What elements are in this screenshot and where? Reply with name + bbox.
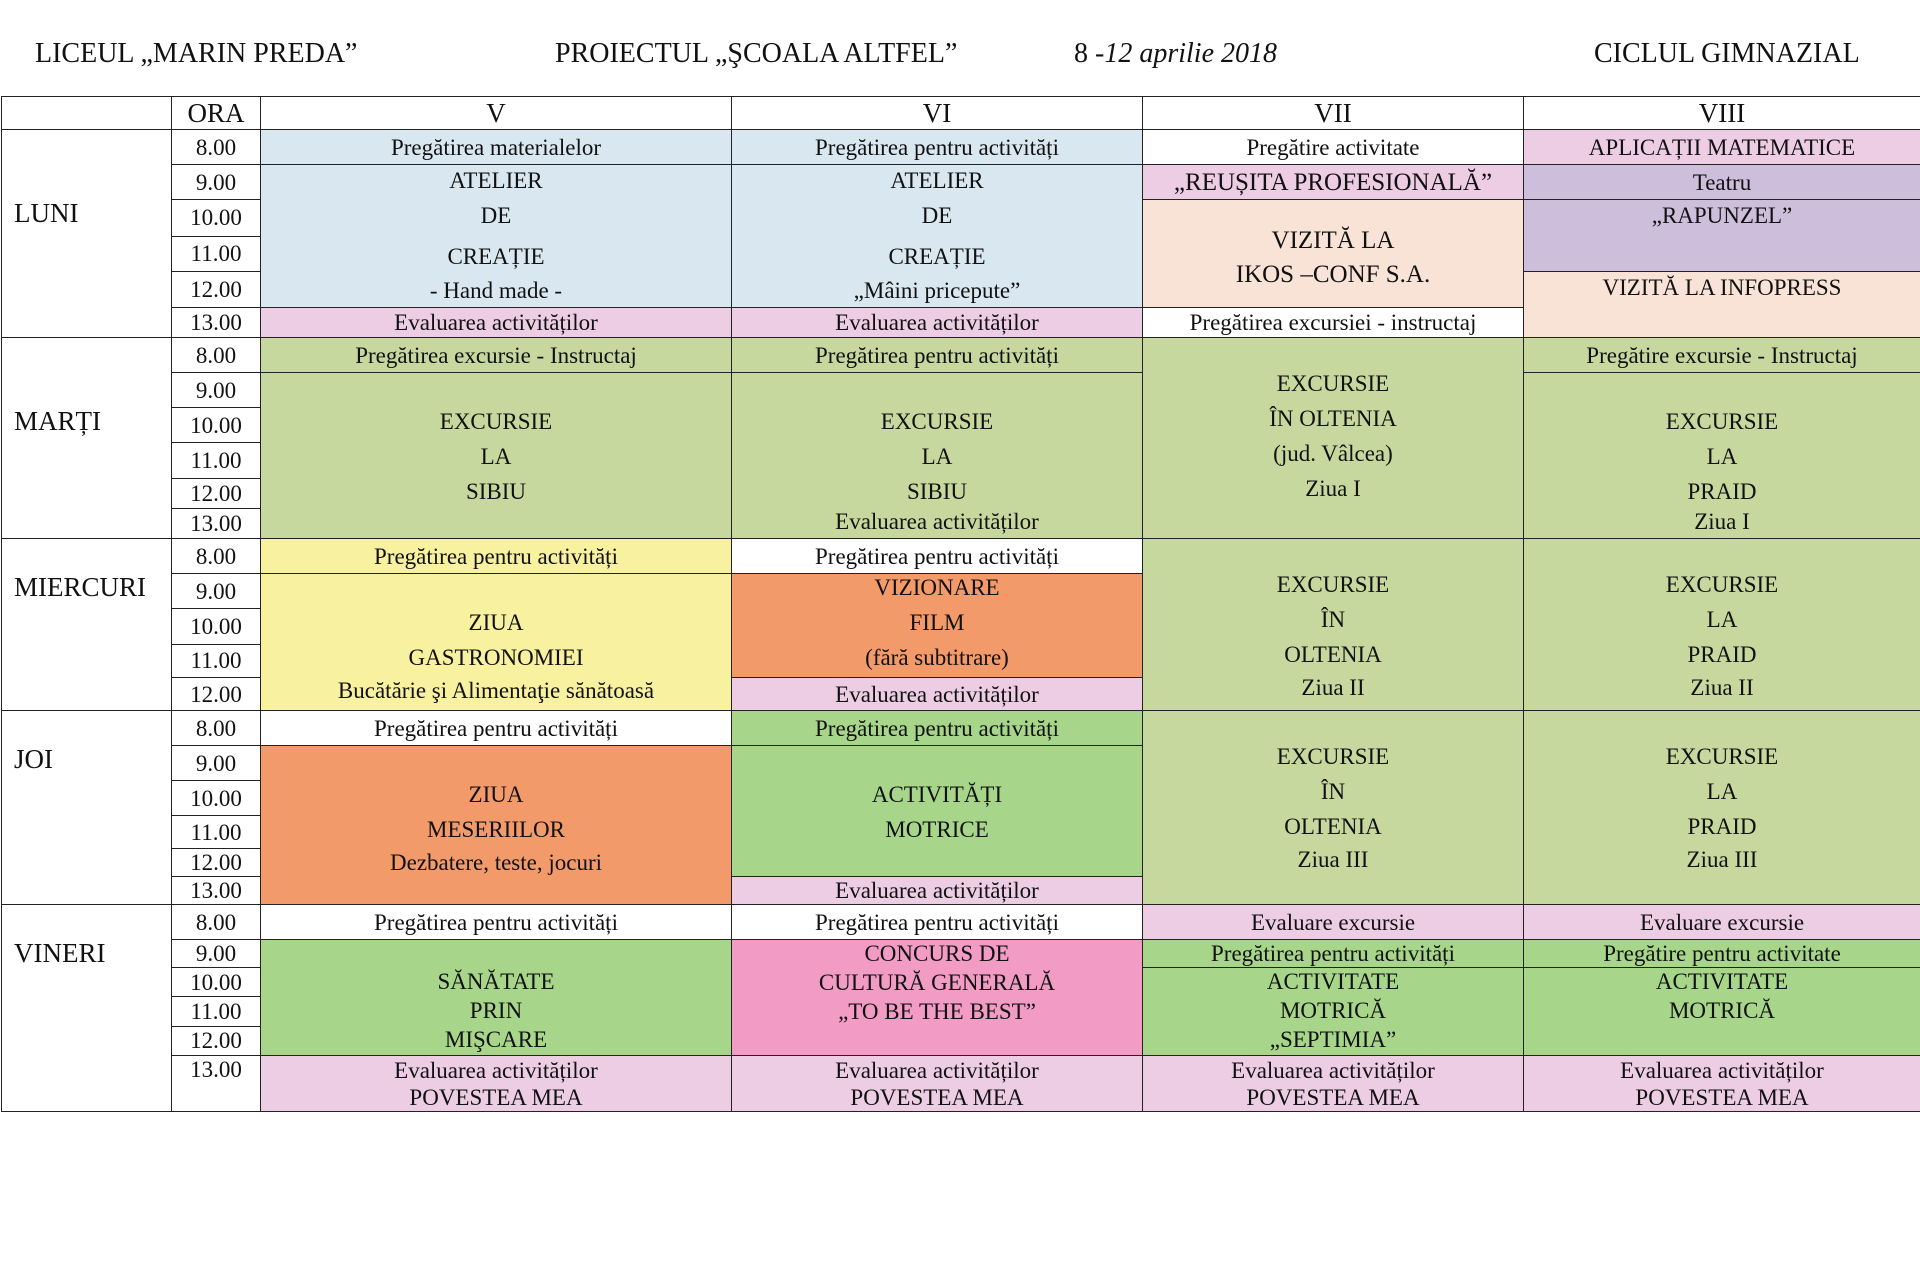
activity-cell <box>1143 711 1524 905</box>
activity-cell: „REUȘITA PROFESIONALĂ” <box>1143 165 1524 200</box>
dates-italic: 12 aprilie 2018 <box>1104 38 1277 69</box>
hour-cell: 12.00 <box>172 1026 261 1055</box>
activity-line: EXCURSIE <box>1276 371 1390 396</box>
activity-line: EXCURSIE <box>1276 572 1390 597</box>
activity-line: EXCURSIE <box>439 409 553 434</box>
activity-line: PRAID <box>1687 814 1757 839</box>
activity-cell <box>732 940 1143 1056</box>
col-header-v: V <box>261 97 732 130</box>
activity-line: CREAȚIE <box>888 244 986 269</box>
dates-prefix: 8 - <box>1074 38 1105 69</box>
activity-cell <box>1143 1056 1524 1112</box>
activity-line: ACTIVITATE <box>1655 969 1789 994</box>
activity-cell <box>1143 968 1524 1056</box>
hour-cell: 10.00 <box>172 408 261 443</box>
activity-cell <box>1143 539 1524 711</box>
activity-cell <box>1143 200 1524 308</box>
activity-line: DE <box>921 203 953 228</box>
day-vineri: VINERI <box>2 905 172 1112</box>
day-marti: MARȚI <box>2 338 172 539</box>
table-header-row <box>2 97 1920 130</box>
activity-line: LA <box>1706 779 1738 804</box>
activity-cell <box>261 373 732 539</box>
activity-cell <box>732 373 1143 539</box>
activity-line: POVESTEA MEA <box>409 1084 583 1110</box>
hour-cell: 13.00 <box>172 508 261 538</box>
activity-cell <box>1524 711 1920 905</box>
hour-cell: 11.00 <box>172 443 261 478</box>
activity-line: FILM <box>909 610 965 635</box>
activity-line: LA <box>1706 607 1738 632</box>
activity-line: POVESTEA MEA <box>850 1084 1024 1110</box>
activity-cell <box>261 940 732 1056</box>
activity-cell <box>261 574 732 711</box>
activity-cell <box>732 574 1143 678</box>
activity-line: ACTIVITĂȚI <box>871 782 1003 807</box>
activity-line: OLTENIA <box>1284 814 1382 839</box>
activity-cell: Pregătirea excursie - Instructaj <box>261 338 732 373</box>
activity-line: Evaluarea activităților <box>1231 1057 1435 1083</box>
activity-line: EXCURSIE <box>1665 572 1779 597</box>
table-row <box>2 373 1920 408</box>
activity-line: Evaluarea activităților <box>394 1057 598 1083</box>
activity-line: Ziua I <box>1305 476 1361 501</box>
activity-line: ÎN <box>1320 779 1346 804</box>
hour-cell: 8.00 <box>172 539 261 574</box>
activity-line: - Hand made - <box>429 278 563 303</box>
activity-line: (fără subtitrare) <box>865 645 1009 670</box>
hour-cell: 12.00 <box>172 271 261 308</box>
corner-cell <box>2 97 172 130</box>
activity-cell <box>261 165 732 308</box>
activity-cell <box>1524 1056 1920 1112</box>
activity-line: CULTURĂ GENERALĂ <box>818 970 1056 995</box>
activity-cell: APLICAȚII MATEMATICE <box>1524 130 1920 165</box>
table-row <box>2 338 1920 373</box>
activity-line: EXCURSIE <box>1665 409 1779 434</box>
activity-line: IKOS –CONF S.A. <box>1235 260 1431 288</box>
activity-line: ACTIVITATE <box>1266 969 1400 994</box>
activity-line: ATELIER <box>449 168 543 193</box>
school-name: LICEUL „MARIN PREDA” <box>35 38 358 69</box>
activity-cell <box>261 1056 732 1112</box>
hour-cell: 10.00 <box>172 609 261 644</box>
activity-cell: Pregătirea pentru activități <box>261 711 732 746</box>
activity-line: VIZITĂ LA <box>1271 226 1395 254</box>
activity-line: SĂNĂTATE <box>437 969 555 994</box>
hour-cell: 10.00 <box>172 968 261 997</box>
activity-cell: Pregătirea pentru activități <box>261 905 732 940</box>
activity-line: CREAȚIE <box>447 244 545 269</box>
hour-cell: 10.00 <box>172 781 261 816</box>
activity-line: LA <box>921 444 953 469</box>
hour-cell: 9.00 <box>172 940 261 968</box>
activity-line: EXCURSIE <box>880 409 994 434</box>
activity-line: OLTENIA <box>1284 642 1382 667</box>
activity-line: (jud. Vâlcea) <box>1273 441 1393 466</box>
activity-cell <box>732 165 1143 308</box>
cycle-label: CICLUL GIMNAZIAL <box>1594 38 1860 69</box>
schedule-grid <box>1 96 1920 1112</box>
hour-cell: 11.00 <box>172 997 261 1026</box>
table-row <box>2 130 1920 165</box>
activity-line: Evaluarea activităților <box>1620 1057 1824 1083</box>
activity-cell: Pregătirea materialelor <box>261 130 732 165</box>
activity-line: LA <box>1706 444 1738 469</box>
hour-cell: 13.00 <box>172 308 261 338</box>
activity-line: GASTRONOMIEI <box>408 645 584 670</box>
activity-line: ZIUA <box>468 610 524 635</box>
hour-cell: 9.00 <box>172 574 261 609</box>
hour-cell: 11.00 <box>172 236 261 271</box>
hour-cell: 13.00 <box>172 1056 261 1112</box>
activity-cell: Evaluarea activităților <box>732 308 1143 338</box>
day-joi: JOI <box>2 711 172 905</box>
activity-cell: Pregătirea pentru activități <box>732 130 1143 165</box>
activity-cell: Pregătire pentru activitate <box>1524 940 1920 968</box>
activity-cell: Evaluarea activităților <box>732 678 1143 711</box>
table-row <box>2 940 1920 968</box>
col-header-vii: VII <box>1143 97 1524 130</box>
activity-line: DE <box>480 203 512 228</box>
activity-line: POVESTEA MEA <box>1246 1084 1420 1110</box>
activity-line: MIŞCARE <box>444 1027 548 1052</box>
activity-line: ÎN OLTENIA <box>1269 406 1397 431</box>
activity-cell: Pregătirea pentru activități <box>732 711 1143 746</box>
table-row <box>2 1056 1920 1112</box>
activity-cell <box>1524 373 1920 539</box>
activity-line: SIBIU <box>906 479 968 504</box>
activity-line: Ziua III <box>1297 847 1369 872</box>
hour-cell: 13.00 <box>172 877 261 905</box>
table-row <box>2 905 1920 940</box>
hour-cell: 8.00 <box>172 130 261 165</box>
activity-cell: Pregătirea pentru activități <box>732 539 1143 574</box>
col-header-viii: VIII <box>1524 97 1920 130</box>
activity-line: ÎN <box>1320 607 1346 632</box>
hour-cell: 8.00 <box>172 338 261 373</box>
activity-line: MOTRICE <box>885 817 989 842</box>
table-row <box>2 165 1920 200</box>
hour-cell: 8.00 <box>172 711 261 746</box>
project-dates <box>1074 38 1277 70</box>
day-miercuri: MIERCURI <box>2 539 172 711</box>
hour-cell: 11.00 <box>172 644 261 677</box>
activity-line: PRAID <box>1687 642 1757 667</box>
day-luni: LUNI <box>2 130 172 338</box>
activity-line: Evaluarea activităților <box>835 1057 1039 1083</box>
activity-cell <box>1524 539 1920 711</box>
activity-cell: Pregătirea pentru activități <box>261 539 732 574</box>
activity-line: ATELIER <box>890 168 984 193</box>
hour-cell: 8.00 <box>172 905 261 940</box>
activity-line: PRIN <box>469 998 523 1023</box>
activity-cell: Evaluarea activităților <box>261 308 732 338</box>
activity-line: Ziua I <box>1694 509 1750 534</box>
hour-cell: 12.00 <box>172 849 261 877</box>
activity-line: „Mâini pricepute” <box>853 278 1021 303</box>
activity-line: MOTRICĂ <box>1668 998 1776 1023</box>
activity-cell <box>1524 968 1920 1056</box>
hour-cell: 9.00 <box>172 373 261 408</box>
activity-line: MOTRICĂ <box>1279 998 1387 1023</box>
hour-cell: 10.00 <box>172 200 261 237</box>
activity-line: LA <box>480 444 512 469</box>
activity-cell <box>1143 338 1524 539</box>
table-row <box>2 539 1920 574</box>
activity-cell: „RAPUNZEL” <box>1524 200 1920 272</box>
activity-cell <box>261 746 732 905</box>
activity-cell <box>732 1056 1143 1112</box>
activity-line: EXCURSIE <box>1276 744 1390 769</box>
col-header-ora: ORA <box>172 97 261 130</box>
activity-line: Ziua II <box>1301 675 1365 700</box>
activity-line: MESERIILOR <box>427 817 565 842</box>
activity-cell: Pregătire activitate <box>1143 130 1524 165</box>
project-title: PROIECTUL „ŞCOALA ALTFEL” <box>555 38 958 69</box>
activity-line: Ziua II <box>1690 675 1754 700</box>
activity-line: POVESTEA MEA <box>1635 1084 1809 1110</box>
activity-line: PRAID <box>1687 479 1757 504</box>
activity-cell: Evaluare excursie <box>1524 905 1920 940</box>
activity-line: CONCURS DE <box>864 941 1010 966</box>
activity-cell: Pregătire excursie - Instructaj <box>1524 338 1920 373</box>
activity-cell: Evaluarea activităților <box>732 877 1143 905</box>
table-row <box>2 711 1920 746</box>
activity-line: SIBIU <box>465 479 527 504</box>
hour-cell: 12.00 <box>172 678 261 711</box>
activity-line: Evaluarea activităților <box>835 509 1039 534</box>
activity-line: Ziua III <box>1686 847 1758 872</box>
activity-cell: VIZITĂ LA INFOPRESS <box>1524 271 1920 338</box>
activity-cell: Pregătirea pentru activități <box>732 338 1143 373</box>
hour-cell: 9.00 <box>172 746 261 781</box>
activity-cell: Pregătirea pentru activități <box>1143 940 1524 968</box>
hour-cell: 11.00 <box>172 816 261 849</box>
activity-line: ZIUA <box>468 782 524 807</box>
activity-cell: Pregătirea excursiei - instructaj <box>1143 308 1524 338</box>
activity-cell <box>732 746 1143 877</box>
activity-cell: Teatru <box>1524 165 1920 200</box>
activity-cell: Pregătirea pentru activități <box>732 905 1143 940</box>
activity-line: VIZIONARE <box>874 575 1000 600</box>
schedule-table <box>1 96 1920 1112</box>
activity-line: Bucătărie şi Alimentaţie sănătoasă <box>337 678 655 703</box>
activity-cell: Evaluare excursie <box>1143 905 1524 940</box>
hour-cell: 12.00 <box>172 478 261 508</box>
activity-line: „TO BE THE BEST” <box>838 999 1036 1024</box>
activity-line: „SEPTIMIA” <box>1269 1027 1397 1052</box>
hour-cell: 9.00 <box>172 165 261 200</box>
col-header-vi: VI <box>732 97 1143 130</box>
activity-line: Dezbatere, teste, jocuri <box>390 850 602 875</box>
activity-line: EXCURSIE <box>1665 744 1779 769</box>
